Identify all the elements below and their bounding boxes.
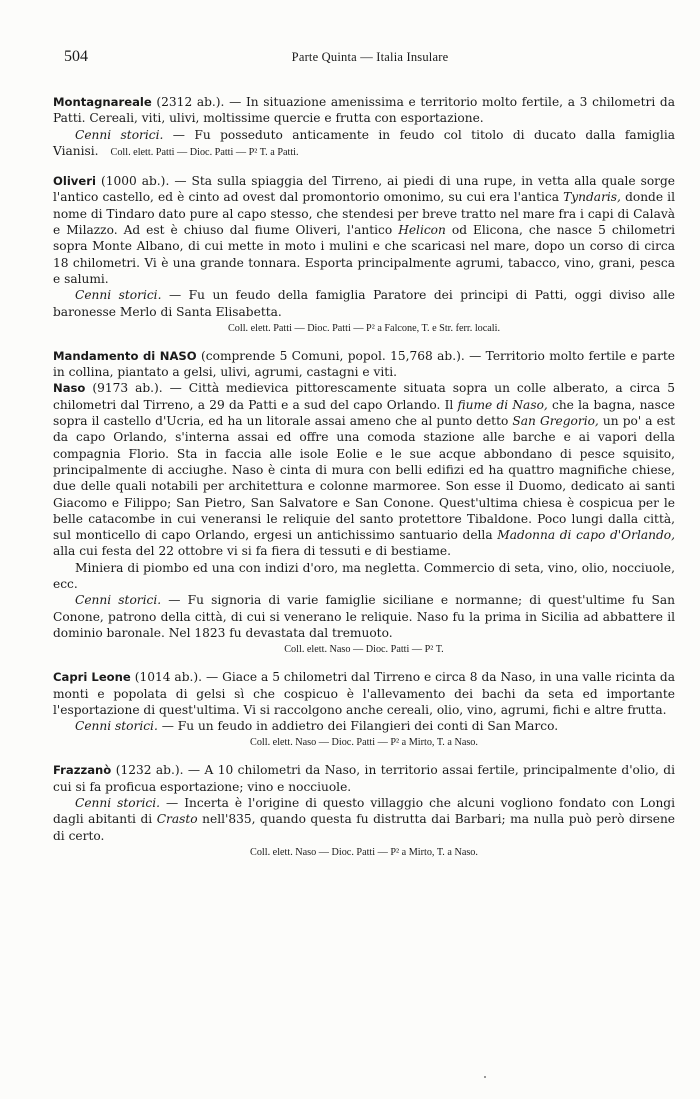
page-number: 504 [64,48,88,65]
place-name: Frazzanò [53,763,112,778]
description-text: un po' a est da capo Orlando, s'interna assai ed offre una comoda stazione alle barche e ai vapori della compagnia Florio. Sta in faccia alle isole Eolie e le sue acque abbondano di pesce squisito, principalmente di acciughe. Naso è cinta di mura con belli edifizi ed ha quattro magnifiche chiese, due delle quali notabili per architettura e colonne marmoree. Son esse il Duomo, dedicato ai santi Giacomo e Filippo; San Pietro, San Salvatore e San Conone. Quest'ultima chiesa è cospicua per le belle catacombe in cui veneransi le reliquie del santo protettore Tibaldone. Poco lungi dalla città, sul monticello di capo Orlando, ergesi un antichissimo santuario della [53,414,675,543]
description-text: — Città medievica pittorescamente situata sopra un colle alberato, a circa 5 chilometri dal Tirreno, a 29 da Patti e a sud del capo Orlando. Il [53,381,675,412]
place-name: Capri Leone [53,670,131,685]
electoral-info: Coll. elett. Naso — Dioc. Patti — P² T. [284,644,444,656]
commerce-notes: Miniera di piombo ed una con indizi d'oro, ma negletta. Commercio di seta, vino, olio, nocciuole, ecc. [53,560,675,592]
italic-term: Helicon [398,223,446,238]
mandamento-name: Mandamento di NASO [53,348,197,363]
page-header [64,48,676,70]
cenni-label: Cenni storici. [75,127,164,142]
description-text: che la bagna, nasce sopra il castello d'Ucria, ed ha un litorale assai ameno che al punto detto [53,397,675,429]
place-name: Oliveri [53,174,96,189]
population: (1014 ab.). [134,670,203,685]
cenni-text: — Fu un feudo in addietro dei Filangieri dei conti di San Marco. [161,719,559,734]
cenni-label: Cenni storici. [75,795,160,810]
entry-description [53,94,675,127]
entry-description [53,762,675,795]
cenni-text: nell'835, quando questa fu distrutta dai Barbari; ma nulla può però dirsene di certo. [53,812,676,843]
entry-description [53,380,675,559]
electoral-info: Coll. elett. Naso — Dioc. Patti — P² a Mirto, T. a Naso. [250,846,478,858]
entry-oliveri [53,173,675,336]
description-text: — Sta sulla spiaggia del Tirreno, ai piedi di una rupe, in vetta alla quale sorge l'antico castello, ed è cinto ad ovest dal promontorio omonimo, su cui era l'antica [53,174,676,205]
cenni-label: Cenni storici. [75,719,158,734]
electoral-info: Coll. elett. Naso — Dioc. Patti — P² a Mirto, T. a Naso. [250,737,478,749]
entry-frazzano [53,762,675,859]
cenni-label: Cenni storici. [75,288,162,303]
italic-term: Tyndaris, [563,190,621,205]
cenni-text: — Fu un feudo della famiglia Paratore dei principi di Patti, oggi diviso alle baronesse Merlo di Santa Elisabetta. [53,288,675,319]
description-text: od Elicona, che nasce 5 chilometri sopra Monte Albano, di cui mette in moto i mulini e che scaricasi nel mare, dopo un corso di circa 18 chilometri. Vi è una grande tonnara. Esporta principalmente agrumi, tabacco, vino, grani, pesca e salumi. [53,223,676,286]
historical-notes [53,795,675,844]
mandamento-description [53,348,675,381]
place-name: Montagnareale [53,95,152,109]
historical-notes [53,127,675,162]
entry-naso [53,348,675,657]
description-text: — Giace a 5 chilometri dal Tirreno e circa 8 da Naso, in una valle ricinta da monti e popolata di gelsi sì che cospicuo è l'allevamento dei bachi da seta ed importante l'esportazione di quest'ultima. Vi si raccolgono anche cereali, olio, vino, agrumi, fichi e altre frutta. [53,670,675,717]
italic-term: San Gregorio, [512,414,599,429]
cenni-text: — Fu signoria di varie famiglie siciliane e normanne; di quest'ultime fu San Conone, patrono della città, di cui si venerano le reliquie. Naso fu la prima in Sicilia ad abbattere il dominio baronale. Nel 1823 fu devastata dal tremuoto. [53,593,675,640]
cenni-label: Cenni storici. [75,593,162,608]
description-text: — A 10 chilometri da Naso, in territorio assai fertile, principalmente d'olio, di cui si fa proficua esportazione; vino e nocciuole. [53,763,676,794]
entry-description [53,669,675,718]
historical-notes [53,287,675,320]
description-text: alla cui festa del 22 ottobre vi si fa fiera di tessuti e di bestiame. [53,544,452,559]
italic-term: fiume di Naso, [457,397,548,412]
running-title: Parte Quinta — Italia Insulare [291,50,449,64]
entry-montagnareale [53,94,675,161]
entry-description [53,173,675,287]
cenni-text: — Incerta è l'origine di questo villaggio che alcuni vogliono fondato con Longi dagli abitanti di [53,795,675,827]
print-speck [484,1076,486,1078]
description-text: — In situazione amenissima e territorio molto fertile, a 3 chilometri da Patti. Cereali, viti, ulivi, moltissime quercie e frutta con esportazione. [53,95,675,126]
population: (1232 ab.). [115,763,184,778]
historical-notes [53,718,675,734]
entry-capri-leone [53,669,675,750]
population: (2312 ab.). [156,95,225,109]
electoral-info: Coll. elett. Patti — Dioc. Patti — P² T. a Patti. [110,146,299,158]
italic-term: Crasto [156,812,198,827]
mandamento-text: (comprende 5 Comuni, popol. 15,768 ab.). — Territorio molto fertile e parte in collina, piantato a gelsi, ulivi, agrumi, castagni e viti. [53,348,676,380]
italic-term: Madonna di capo d'Orlando, [497,528,675,543]
population: (9173 ab.). [92,381,163,396]
historical-notes [53,592,675,641]
cenni-text: — Fu posseduto anticamente in feudo col titolo di ducato dalla famiglia Vianisi. [53,127,675,158]
page-body [53,94,675,872]
description-text: donde il nome di Tindaro dato pure al capo stesso, che stendesi per breve tratto nel mare fra i capi di Calavà e Milazzo. Ad est è chiuso dal fiume Oliveri, l'antico [53,190,675,238]
place-name: Naso [53,381,86,396]
electoral-info: Coll. elett. Patti — Dioc. Patti — P² a Falcone, T. e Str. ferr. locali. [227,322,501,334]
population: (1000 ab.). [100,174,170,189]
